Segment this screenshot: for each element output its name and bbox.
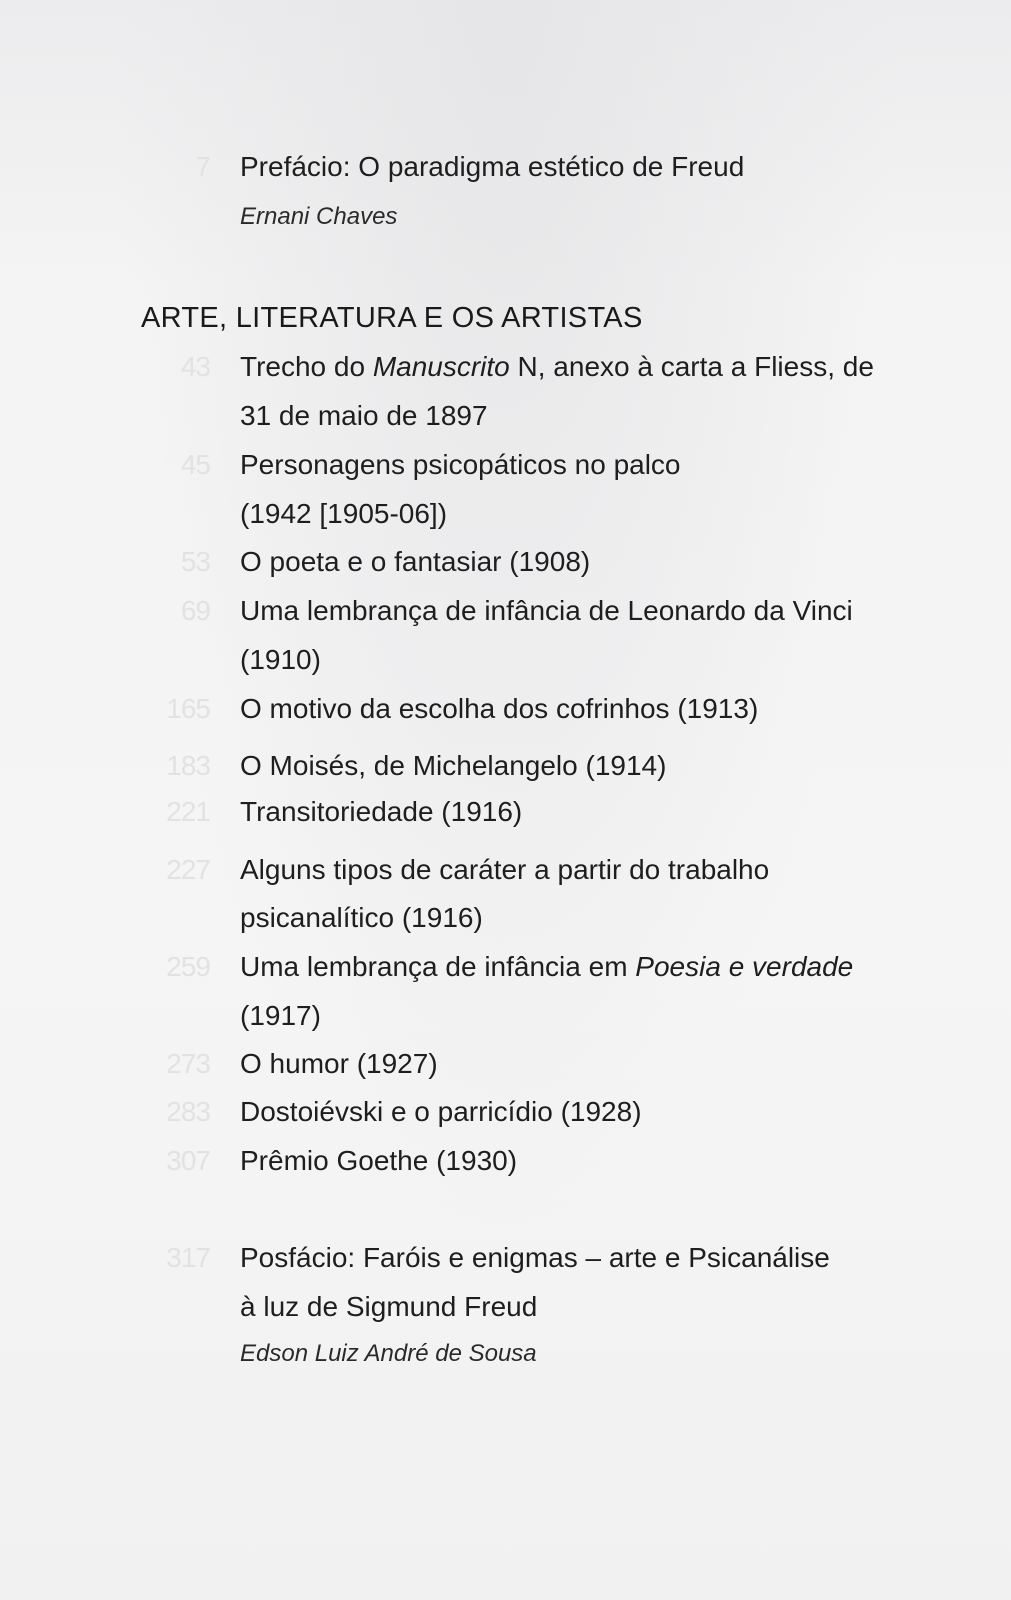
toc-title: O poeta e o fantasiar (1908): [240, 546, 591, 577]
toc-title: Alguns tipos de caráter a partir do trabalho: [240, 854, 770, 885]
toc-title-line2: à luz de Sigmund Freud: [240, 1291, 538, 1322]
toc-title-line2: (1917): [240, 1000, 321, 1031]
toc-title: Dostoiévski e o parricídio (1928): [240, 1096, 642, 1127]
toc-title: Personagens psicopáticos no palco: [240, 449, 681, 480]
toc-title-line2: psicanalítico (1916): [240, 902, 483, 933]
toc-author: Edson Luiz André de Sousa: [240, 1340, 537, 1367]
toc-title: Uma lembrança de infância em Poesia e verdade: [240, 951, 854, 982]
toc-title: Transitoriedade (1916): [240, 796, 523, 827]
toc-page-number: 227: [166, 854, 210, 885]
toc-page-number: 69: [180, 595, 210, 626]
toc-page-number: 221: [166, 796, 210, 827]
toc-page-number: 259: [166, 951, 210, 982]
toc-title-line2: 31 de maio de 1897: [240, 400, 488, 431]
toc-page-number: 45: [180, 449, 210, 480]
toc-page-number: 7: [195, 151, 210, 182]
toc-page-number: 317: [166, 1242, 210, 1273]
toc-title: O Moisés, de Michelangelo (1914): [240, 750, 667, 781]
toc-title: O motivo da escolha dos cofrinhos (1913): [240, 693, 759, 724]
toc-title-line2: (1942 [1905-06]): [240, 498, 448, 529]
toc-page-number: 283: [166, 1096, 210, 1127]
toc-title: O humor (1927): [240, 1048, 438, 1079]
toc-title: Prêmio Goethe (1930): [240, 1145, 518, 1176]
toc-page-number: 273: [166, 1048, 210, 1079]
toc-title: Uma lembrança de infância de Leonardo da Vinci: [240, 595, 853, 626]
toc-page-number: 53: [180, 546, 210, 577]
toc-title-line2: (1910): [240, 644, 321, 675]
toc-page-number: 43: [180, 351, 210, 382]
toc-title: Prefácio: O paradigma estético de Freud: [240, 151, 745, 182]
toc-page-number: 165: [166, 693, 210, 724]
section-heading: ARTE, LITERATURA E OS ARTISTAS: [141, 302, 643, 334]
toc-title: Posfácio: Faróis e enigmas – arte e Psicanálise: [240, 1242, 830, 1273]
toc-title: Trecho do Manuscrito N, anexo à carta a Fliess, de: [240, 351, 874, 382]
toc-page-number: 183: [166, 750, 210, 781]
toc-page-number: 307: [166, 1145, 210, 1176]
toc-author: Ernani Chaves: [240, 203, 398, 230]
